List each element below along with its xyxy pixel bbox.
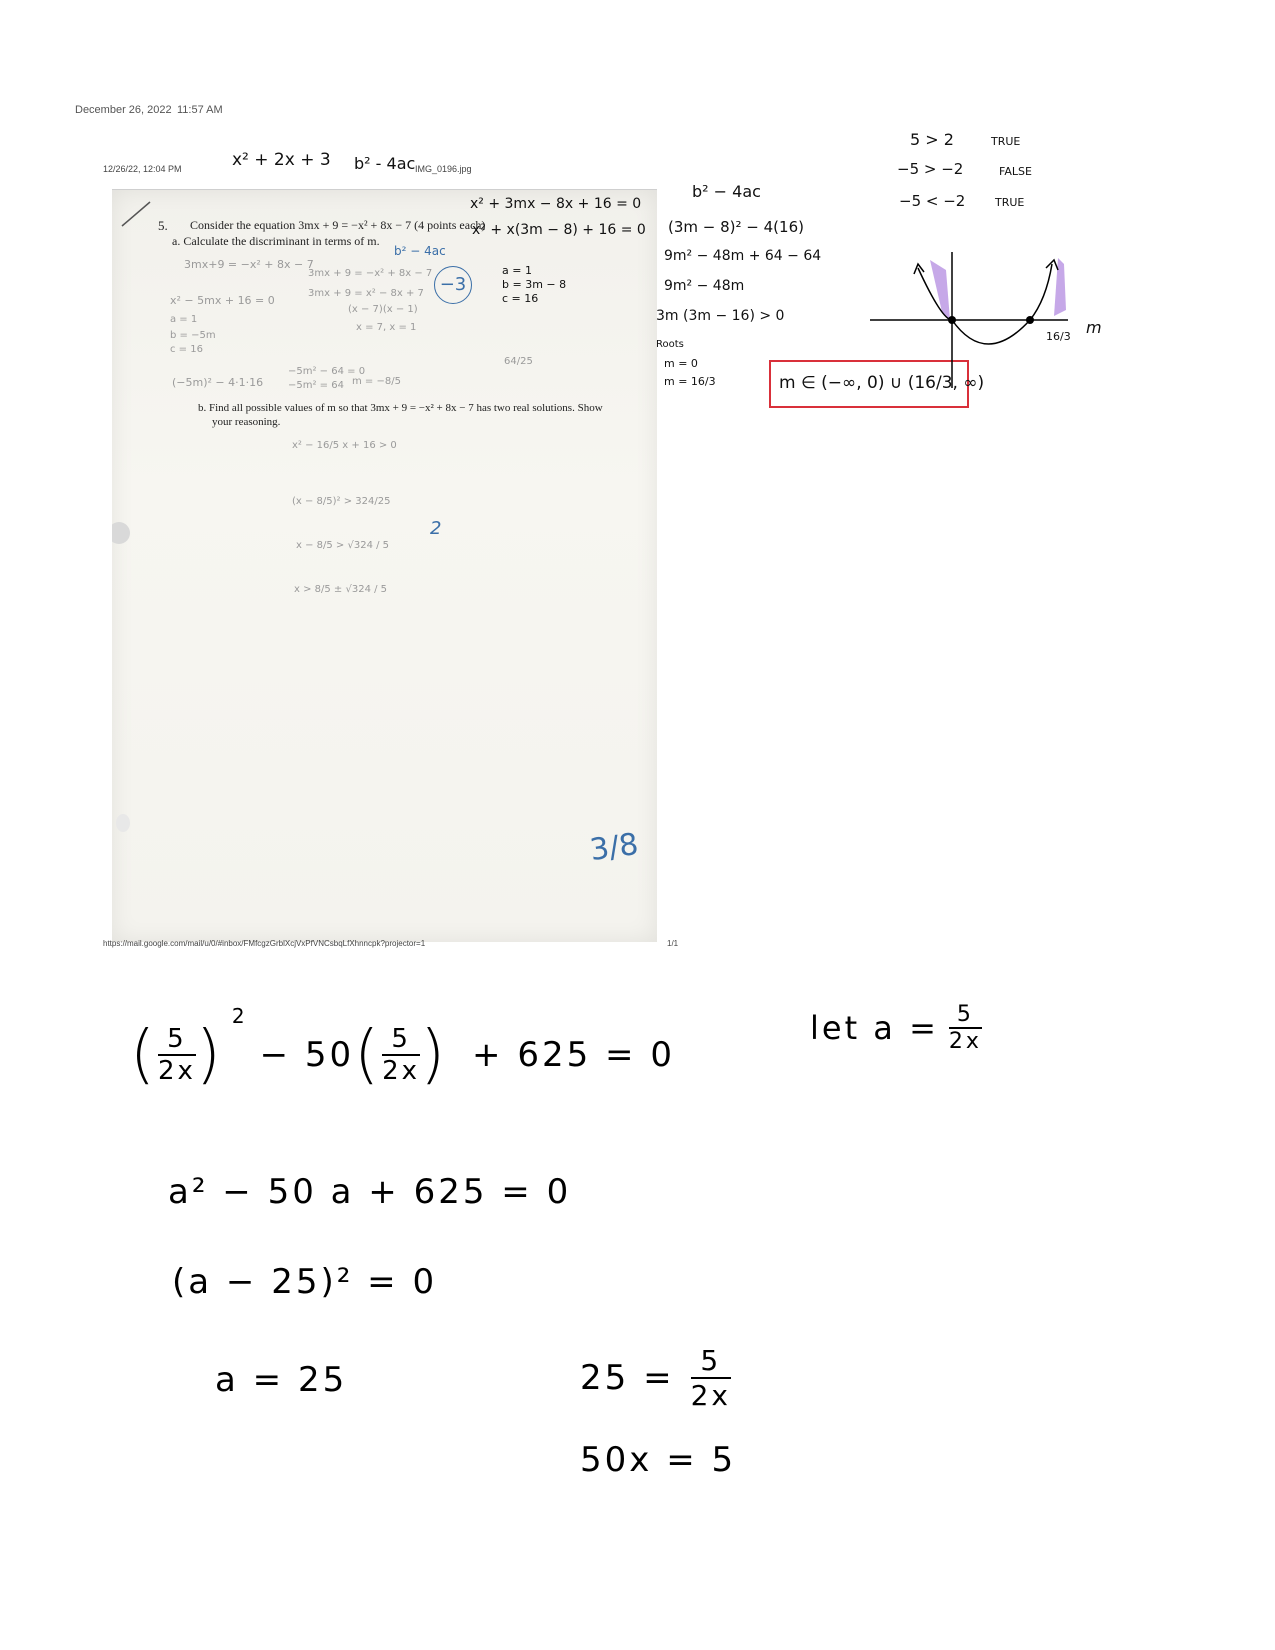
student-work: a = 1: [170, 314, 198, 325]
disc-step-5: 3m (3m − 16) > 0: [656, 308, 785, 324]
let-label: let a =: [810, 1009, 939, 1047]
part-b-line2: your reasoning.: [212, 416, 281, 428]
ineq-1-expr: 5 > 2: [910, 130, 954, 149]
student-work: x² − 16/5 x + 16 > 0: [292, 440, 397, 451]
ineq-1-result: TRUE: [991, 135, 1021, 148]
student-work: 3mx+9 = −x² + 8x − 7: [184, 258, 314, 271]
student-work: 64/25: [504, 356, 533, 367]
student-work: 3mx + 9 = −x² + 8x − 7: [308, 268, 433, 279]
disc-step-4: 9m² − 48m: [664, 278, 745, 294]
answer-text: m ∈ (−∞, 0) ∪ (16/3, ∞): [779, 373, 985, 393]
student-mark: 2: [430, 518, 442, 539]
equation-line-4: a = 25: [215, 1360, 348, 1400]
let-statement: [810, 1002, 982, 1054]
question-number: 5.: [158, 218, 168, 233]
teacher-work: b = 3m − 8: [502, 278, 567, 291]
binder-hole: [112, 522, 130, 544]
root-1: m = 0: [664, 357, 698, 370]
equation-line-5-fraction: $\frac{5}{2x}$: [690, 1344, 731, 1412]
student-work-disc: b² − 4ac: [394, 244, 446, 258]
circled-value: −3: [439, 274, 467, 295]
equation-line-1-tail: + 625 = 0: [472, 1035, 675, 1075]
scan-timestamp: 12/26/22, 12:04 PM: [103, 164, 182, 174]
ineq-2-expr: −5 > −2: [897, 160, 964, 178]
graph-axis-label: m: [1086, 318, 1102, 337]
part-b-line1: b. Find all possible values of m so that 3mx + 9 = −x² + 8x − 7 has two real solutions. Show: [198, 402, 603, 414]
ineq-3-result: TRUE: [995, 196, 1025, 209]
annotation-disc: b² - 4ac: [354, 154, 416, 173]
let-fraction: $\frac{5}{2x}$: [948, 1002, 982, 1054]
student-work: m = −8/5: [352, 376, 401, 387]
disc-step-2: (3m − 8)² − 4(16): [668, 218, 804, 236]
scan-corner-mark: [120, 196, 160, 236]
paren-right-2: ): [420, 1018, 449, 1092]
student-work: x = 7, x = 1: [356, 322, 417, 333]
scan-url: https://mail.google.com/mail/u/0/#inbox/FMfcgzGrblXcjVxPfVNCsbqLfXhnncpk?projector=1: [103, 939, 426, 948]
scan-page-count: 1/1: [667, 939, 679, 948]
equation-line-3: (a − 25)² = 0: [172, 1262, 438, 1302]
teacher-work: x² + 3mx − 8x + 16 = 0: [470, 196, 642, 212]
circled-minus-three: [434, 266, 472, 304]
teacher-work: a = 1: [502, 264, 532, 277]
teacher-work: c = 16: [502, 292, 539, 305]
disc-step-1: b² − 4ac: [692, 182, 761, 201]
score: 3/8: [587, 826, 641, 869]
student-work: x² − 5mx + 16 = 0: [170, 294, 275, 307]
scanned-worksheet: [112, 189, 657, 942]
student-work: 3mx + 9 = x² − 8x + 7: [308, 288, 424, 299]
annotation-poly: x² + 2x + 3: [232, 150, 331, 170]
paren-left-2: (: [354, 1018, 383, 1092]
question-stem: Consider the equation 3mx + 9 = −x² + 8x − 7 (4 points each): [190, 218, 486, 232]
equation-line-6: 50x = 5: [580, 1440, 737, 1480]
student-work: x − 8/5 > √324 / 5: [296, 540, 390, 551]
teacher-work: x² + x(3m − 8) + 16 = 0: [472, 222, 646, 238]
ineq-3-expr: −5 < −2: [899, 192, 966, 210]
page-time: 11:57 AM: [177, 104, 223, 116]
student-work: (x − 8/5)² > 324/25: [292, 496, 391, 507]
equation-line-5-left: 25 =: [580, 1358, 675, 1398]
exponent: 2: [231, 1004, 248, 1028]
disc-step-3: 9m² − 48m + 64 − 64: [664, 248, 822, 264]
student-work: x > 8/5 ± √324 / 5: [294, 584, 388, 595]
roots-label: Roots: [656, 339, 684, 350]
paren-right: ): [195, 1018, 224, 1092]
paren-left: (: [130, 1018, 158, 1092]
equation-line-5: [580, 1344, 731, 1412]
student-work: −5m² − 64 = 0: [288, 366, 366, 377]
part-a: a. Calculate the discriminant in terms of m.: [172, 234, 380, 248]
fraction-5-over-2x-2: $\frac{5}{2x}$: [382, 1024, 421, 1086]
equation-line-1-mid: − 50: [259, 1035, 355, 1075]
student-work: c = 16: [170, 344, 203, 355]
student-work: (x − 7)(x − 1): [348, 304, 418, 315]
fraction-5-over-2x: $\frac{5}{2x}$: [157, 1024, 196, 1086]
student-work: (−5m)² − 4·1·16: [172, 376, 264, 389]
page-date: December 26, 2022: [75, 104, 172, 116]
ineq-2-result: FALSE: [999, 165, 1032, 178]
student-work: b = −5m: [170, 330, 216, 341]
student-work: −5m² = 64: [288, 380, 344, 391]
root-2: m = 16/3: [664, 375, 716, 388]
binder-hole: [116, 814, 130, 832]
scan-filename: IMG_0196.jpg: [415, 164, 472, 174]
graph-root-label: 16/3: [1046, 330, 1071, 343]
equation-line-2: a² − 50 a + 625 = 0: [168, 1172, 572, 1212]
equation-line-1: [130, 1004, 675, 1100]
parabola-sketch: [868, 250, 1108, 390]
